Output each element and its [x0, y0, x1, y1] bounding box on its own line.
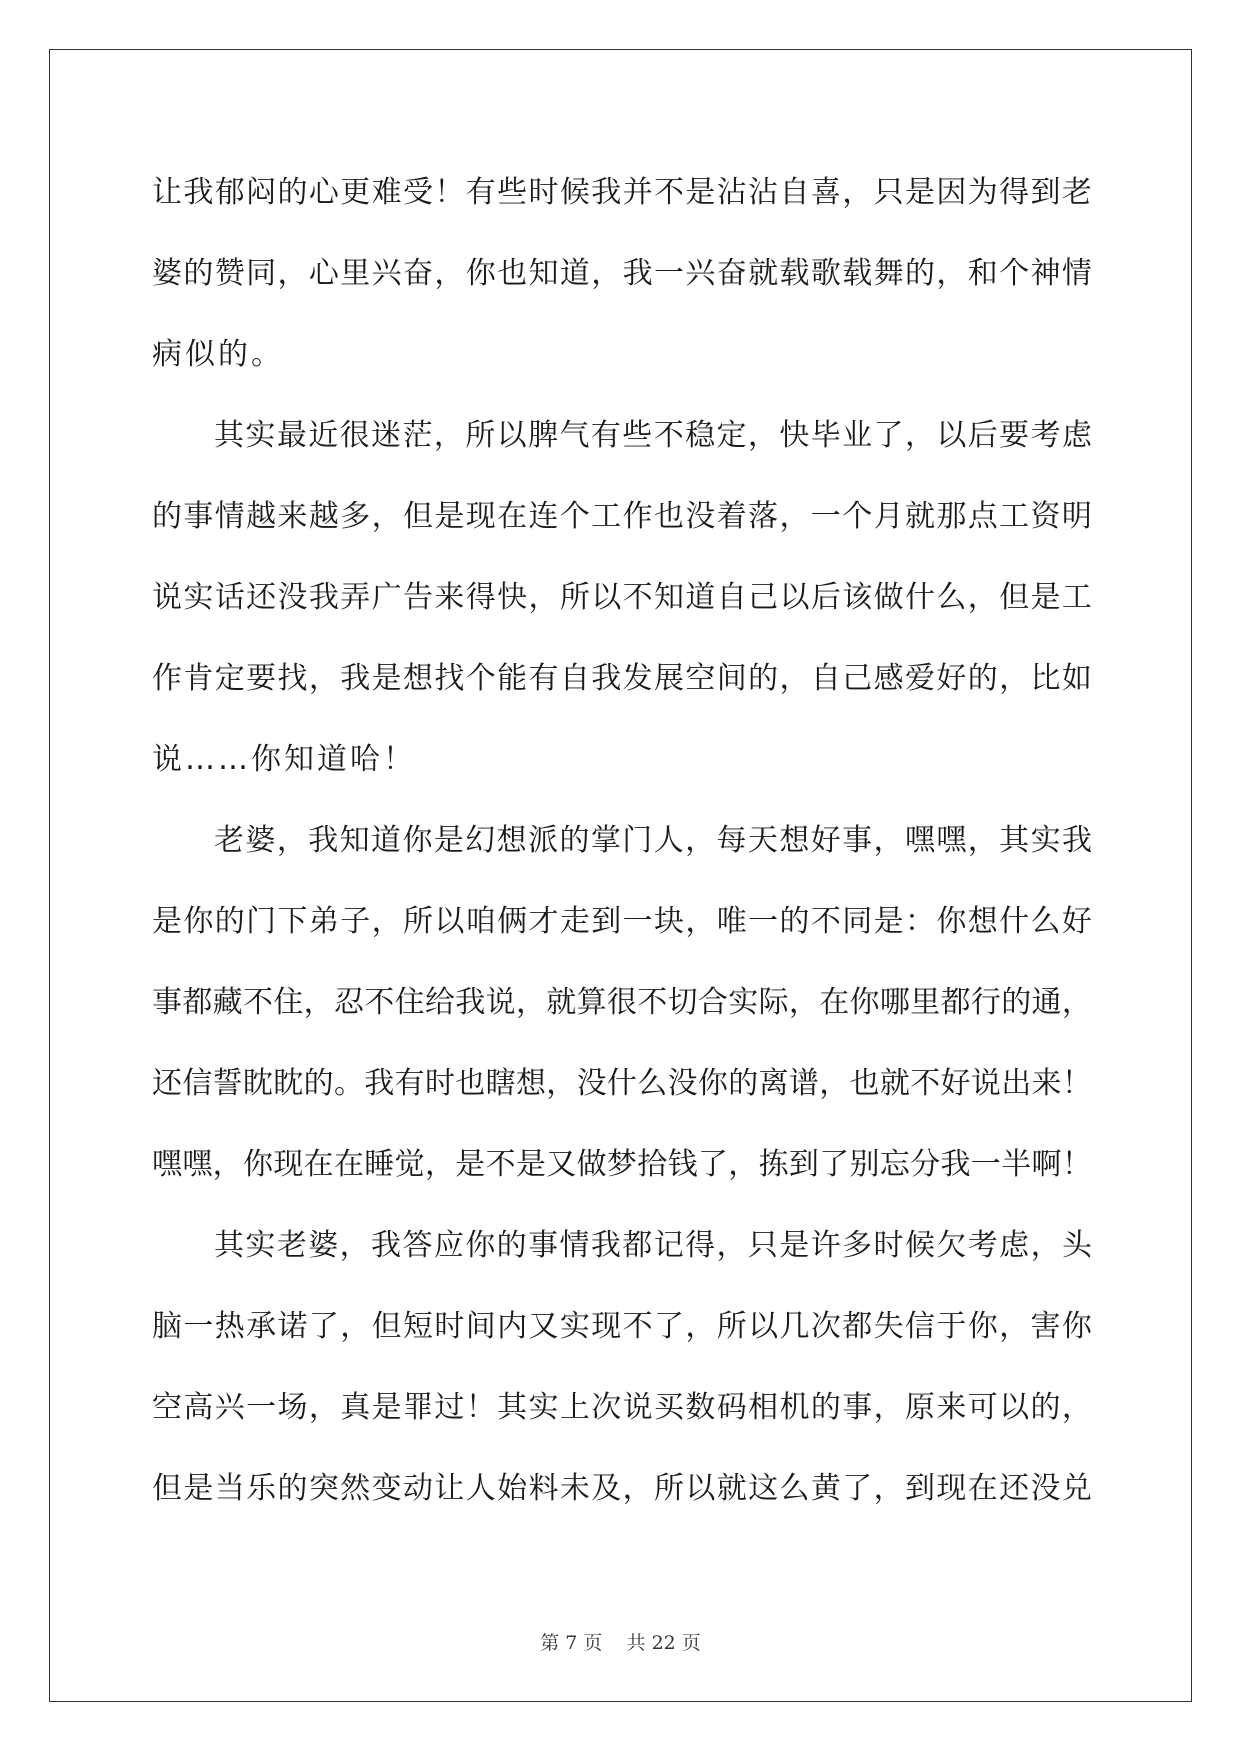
- document-body: [152, 152, 1092, 1529]
- page-number-footer: 第 7 页 共 22 页: [540, 1632, 701, 1654]
- text-line: 脑 一 热 承 诺 了 ， 但 短 时 间 内 又 实 现 不 了 ， 所 以 几 次 都 失 信 于 你 ， 害 你: [152, 1309, 1092, 1344]
- text-line: 作 肯 定 要 找 ， 我 是 想 找 个 能 有 自 我 发 展 空 间 的 ， 自 己 感 爱 好 的 ， 比 如: [152, 661, 1092, 696]
- text-line: 是 你 的 门 下 弟 子 ， 所 以 咱 俩 才 走 到 一 块 ， 唯 一 的 不 同 是 ： 你 想 什 么 好: [152, 904, 1092, 939]
- text-line: 让 我 郁 闷 的 心 更 难 受 ！ 有 些 时 候 我 并 不 是 沾 沾 自 喜 ， 只 是 因 为 得 到 老: [152, 175, 1092, 210]
- text-line: 其 实 最 近 很 迷 茫 ， 所 以 脾 气 有 些 不 稳 定 ， 快 毕 业 了 ， 以 后 要 考 虑: [214, 418, 1092, 453]
- text-line: 的 事 情 越 来 越 多 ， 但 是 现 在 连 个 工 作 也 没 着 落 ， 一 个 月 就 那 点 工 资 明: [152, 499, 1092, 534]
- text-line: 事 都 藏 不 住 ， 忍 不 住 给 我 说 ， 就 算 很 不 切 合 实 际 ， 在 你 哪 里 都 行 的 通 ，: [152, 985, 1092, 1020]
- text-line: 婆 的 赞 同 ， 心 里 兴 奋 ， 你 也 知 道 ， 我 一 兴 奋 就 载 歌 载 舞 的 ， 和 个 神 情: [152, 256, 1092, 291]
- text-line: 说……你知道哈！: [152, 742, 416, 777]
- text-line: 空 高 兴 一 场 ， 真 是 罪 过 ！ 其 实 上 次 说 买 数 码 相 机 的 事 ， 原 来 可 以 的 ，: [152, 1390, 1092, 1425]
- text-line: 还 信 誓 眈 眈 的 。 我 有 时 也 瞎 想 ， 没 什 么 没 你 的 离 谱 ， 也 就 不 好 说 出 来 ！: [152, 1066, 1092, 1101]
- text-line: 说 实 话 还 没 我 弄 广 告 来 得 快 ， 所 以 不 知 道 自 己 以 后 该 做 什 么 ， 但 是 工: [152, 580, 1092, 615]
- text-line: 病似的。: [152, 337, 284, 372]
- text-line: 嘿 嘿 ， 你 现 在 在 睡 觉 ， 是 不 是 又 做 梦 拾 钱 了 ， 拣 到 了 别 忘 分 我 一 半 啊 ！: [152, 1147, 1092, 1182]
- text-line: 老 婆 ， 我 知 道 你 是 幻 想 派 的 掌 门 人 ， 每 天 想 好 事 ， 嘿 嘿 ， 其 实 我: [214, 823, 1092, 858]
- text-line: 其 实 老 婆 ， 我 答 应 你 的 事 情 我 都 记 得 ， 只 是 许 多 时 候 欠 考 虑 ， 头: [214, 1228, 1092, 1263]
- text-line: 但 是 当 乐 的 突 然 变 动 让 人 始 料 未 及 ， 所 以 就 这 么 黄 了 ， 到 现 在 还 没 兑: [152, 1471, 1092, 1506]
